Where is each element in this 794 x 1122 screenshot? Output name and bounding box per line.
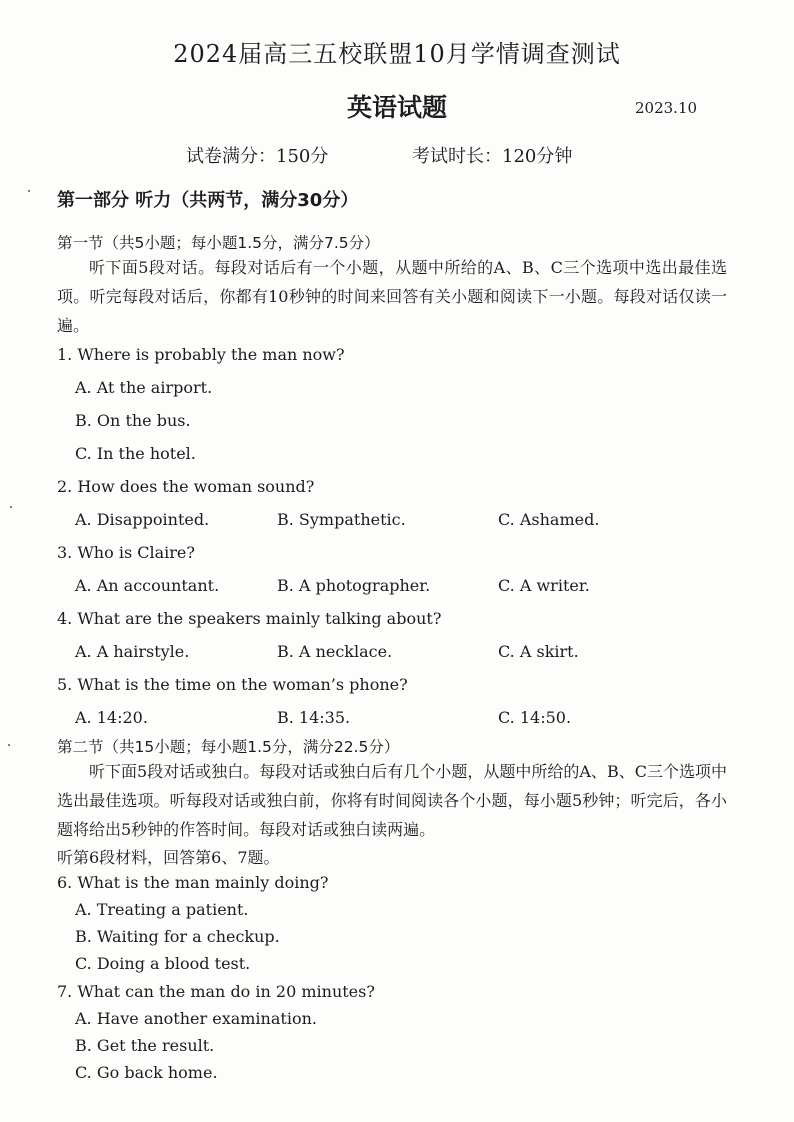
- option-a: A. 14:20.: [75, 708, 148, 727]
- section-heading-2: 第二节（共15小题；每小题1.5分，满分22.5分）: [57, 738, 400, 756]
- question-stem: 5. What is the time on the woman’s phone?: [57, 675, 408, 694]
- option-c: C. Doing a blood test.: [75, 954, 251, 973]
- question-stem: 7. What can the man do in 20 minutes?: [57, 982, 375, 1001]
- option-b: B. Waiting for a checkup.: [75, 927, 280, 946]
- full-score: 试卷满分：150分: [186, 146, 329, 167]
- option-a: A. Treating a patient.: [75, 900, 249, 919]
- scan-speck: [10, 506, 12, 508]
- option-a: A. A hairstyle.: [75, 642, 190, 661]
- option-b: B. 14:35.: [277, 708, 351, 727]
- question-stem: 6. What is the man mainly doing?: [57, 873, 329, 892]
- option-c: C. Go back home.: [75, 1063, 218, 1082]
- question-stem: 3. Who is Claire?: [57, 543, 195, 562]
- question-stem: 1. Where is probably the man now?: [57, 345, 345, 364]
- option-b: B. Get the result.: [75, 1036, 215, 1055]
- question-stem: 4. What are the speakers mainly talking about?: [57, 609, 442, 628]
- subject-title: 英语试题: [346, 93, 447, 122]
- option-a: A. Have another examination.: [75, 1009, 317, 1028]
- option-b: B. A photographer.: [277, 576, 431, 595]
- scan-speck: [8, 744, 10, 746]
- option-a: A. At the airport.: [75, 378, 213, 397]
- part-heading: 第一部分 听力（共两节，满分30分）: [57, 190, 359, 211]
- section-instructions-1: 听下面5段对话。每段对话后有一个小题，从题中所给的A、B、C三个选项中选出最佳选项。听完每段对话后，你都有10秒钟的时间来回答有关小题和阅读下一小题。每段对话仅读一遍。: [57, 258, 727, 335]
- section-instructions-2: 听下面5段对话或独白。每段对话或独白后有几个小题，从题中所给的A、B、C三个选项中选出最佳选项。听每段对话或独白前，你将有时间阅读各个小题，每小题5秒钟；听完后，各小题将给出5秒钟的作答时间。每段对话或独白读两遍。: [57, 762, 727, 839]
- exam-title: 2024届高三五校联盟10月学情调查测试: [173, 40, 621, 68]
- option-b: B. On the bus.: [75, 411, 191, 430]
- option-c: C. 14:50.: [498, 708, 572, 727]
- option-c: C. In the hotel.: [75, 444, 196, 463]
- question-stem: 2. How does the woman sound?: [57, 477, 315, 496]
- option-a: A. Disappointed.: [75, 510, 210, 529]
- option-c: C. A writer.: [498, 576, 590, 595]
- material-note: 听第6段材料，回答第6、7题。: [57, 848, 280, 867]
- exam-duration: 考试时长：120分钟: [412, 146, 573, 167]
- exam-date: 2023.10: [635, 99, 698, 117]
- option-a: A. An accountant.: [75, 576, 220, 595]
- option-c: C. Ashamed.: [498, 510, 600, 529]
- option-b: B. A necklace.: [277, 642, 393, 661]
- option-c: C. A skirt.: [498, 642, 579, 661]
- section-heading-1: 第一节（共5小题；每小题1.5分，满分7.5分）: [57, 234, 380, 252]
- scan-speck: [28, 190, 30, 192]
- option-b: B. Sympathetic.: [277, 510, 406, 529]
